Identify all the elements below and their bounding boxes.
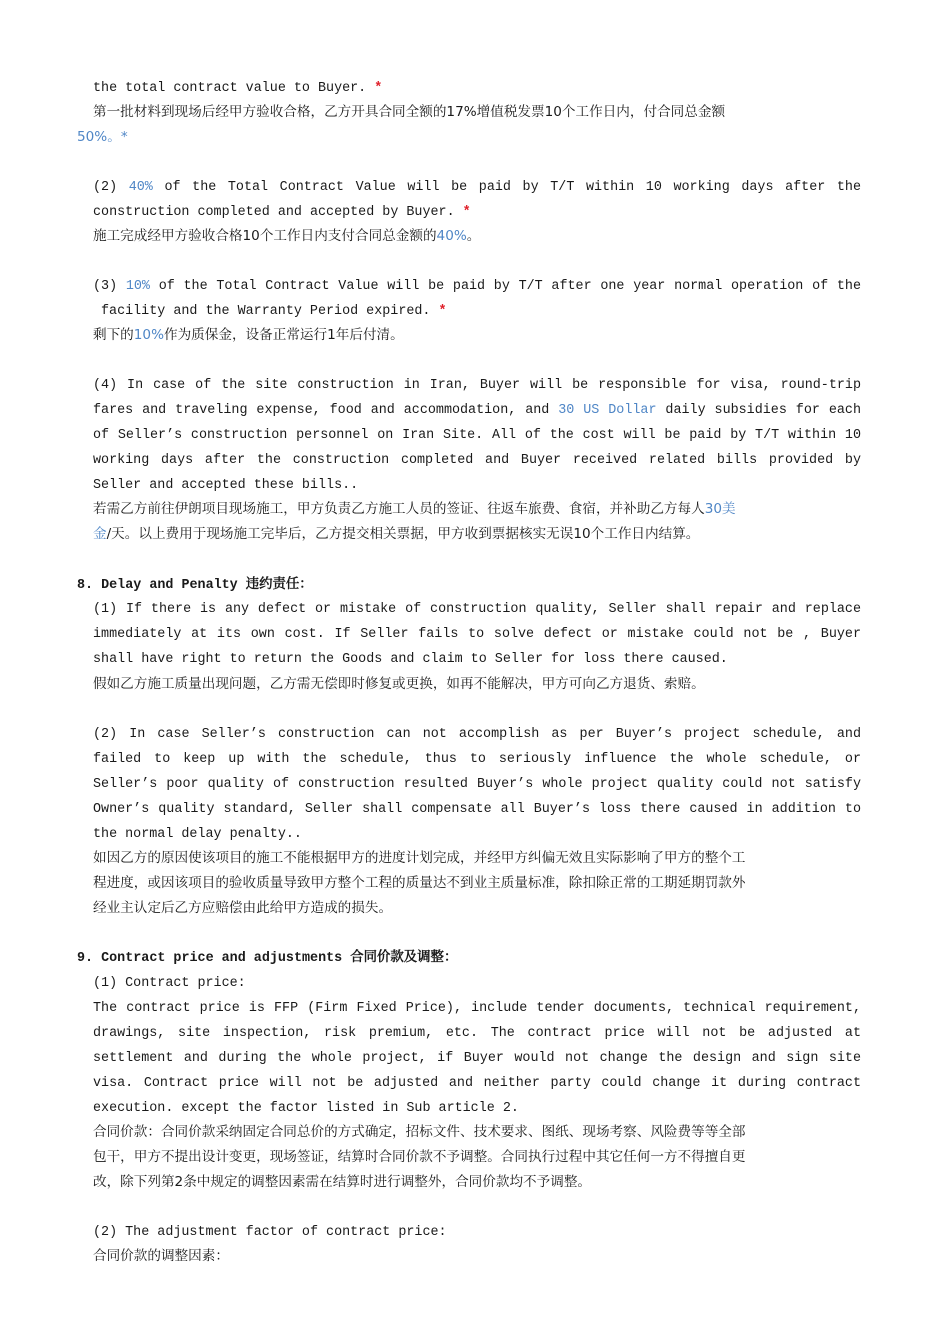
section8-p1-line-3: shall have right to return the Goods and claim to Seller for loss there caused. bbox=[93, 652, 728, 667]
item-number: (3) bbox=[93, 279, 118, 294]
section9-p1-cn-line-1: 合同价款：合同价款采纳固定合同总价的方式确定，招标文件、技术要求、图纸、现场考察、风险费等等全部 bbox=[93, 1124, 746, 1140]
section9-p1-line-5: execution. except the factor listed in Sub article 2. bbox=[93, 1101, 519, 1116]
intro-en-text: the total contract value to Buyer. bbox=[93, 81, 367, 96]
item4-en-line-2 bbox=[93, 398, 861, 423]
section9-p1-line-1: The contract price is FFP (Firm Fixed Price), include tender documents, technical requirement, bbox=[93, 1001, 861, 1016]
item4-subsidy-amount: 30 US Dollar bbox=[558, 403, 657, 418]
section8-p1-line-1: (1) If there is any defect or mistake of construction quality, Seller shall repair and replace bbox=[93, 602, 861, 617]
item4-en-line-3: of Seller’s construction personnel on Iran Site. All of the cost will be paid by T/T within 10 bbox=[93, 428, 861, 443]
item3-en-text-2: facility and the Warranty Period expired. bbox=[101, 304, 431, 319]
item4-cn-line-2 bbox=[93, 522, 861, 547]
intro-cn-percent: 50%。 bbox=[77, 129, 121, 145]
section9-p1-cn-line-2: 包干，甲方不提出设计变更，现场签证，结算时合同价款不予调整。合同执行过程中其它任何一方不得擅自更 bbox=[93, 1149, 746, 1165]
section9-sub1: (1) Contract price: bbox=[93, 976, 246, 991]
item3-en-text: of the Total Contract Value will be paid by T/T after one year normal operation of the bbox=[158, 279, 861, 294]
item-number: (2) bbox=[93, 180, 118, 195]
item3-en-line-1 bbox=[93, 274, 861, 299]
item4-cn-text-2: /天。以上费用于现场施工完毕后，乙方提交相关票据，甲方收到票据核实无误10个工作日内结算。 bbox=[106, 526, 700, 542]
section8-p2-cn-line-3: 经业主认定后乙方应赔偿由此给甲方造成的损失。 bbox=[93, 900, 393, 916]
item2-cn-text: 施工完成经甲方验收合格10个工作日内支付合同总金额的 bbox=[93, 228, 437, 244]
item2-percent: 40% bbox=[128, 180, 153, 195]
section9-heading: 9. Contract price and adjustments 合同价款及调整： bbox=[77, 951, 458, 966]
section8-p2-line-5: the normal delay penalty.. bbox=[93, 827, 302, 842]
required-star: * bbox=[438, 304, 447, 319]
intro-cn-text: 第一批材料到现场后经甲方验收合格，乙方开具合同全额的17%增值税发票10个工作日内，付合同总金额 bbox=[93, 104, 726, 120]
section8-p2-line-1: (2) In case Seller’s construction can not accomplish as per Buyer’s project schedule, and bbox=[93, 727, 861, 742]
section9-p1-line-3: settlement and during the whole project, if Buyer would not change the design and sign site bbox=[93, 1051, 861, 1066]
intro-cn-line bbox=[93, 100, 861, 125]
section9-sub2-cn: 合同价款的调整因素： bbox=[93, 1248, 229, 1264]
item2-en-text-2: construction completed and accepted by Buyer. bbox=[93, 205, 455, 220]
section9-p1-line-4: visa. Contract price will not be adjusted and neither party could change it during contract bbox=[93, 1076, 861, 1091]
item4-cn-amount-2: 金 bbox=[93, 526, 107, 542]
item3-cn-percent: 10% bbox=[133, 327, 164, 343]
required-star: * bbox=[120, 129, 128, 145]
item2-en-line-2 bbox=[93, 200, 861, 225]
intro-cn-line-2 bbox=[77, 125, 845, 150]
item4-cn-text: 若需乙方前往伊朗项目现场施工，甲方负责乙方施工人员的签证、往返车旅费、食宿，并补助乙方每人 bbox=[93, 501, 705, 517]
item3-cn-text: 剩下的 bbox=[93, 327, 134, 343]
item4-en-text-b: daily subsidies for each bbox=[665, 403, 861, 418]
section8-p2-cn-line-1: 如因乙方的原因使该项目的施工不能根据甲方的进度计划完成，并经甲方纠偏无效且实际影响了甲方的整个工 bbox=[93, 850, 746, 866]
section8-p2-line-4: Owner’s quality standard, Seller shall compensate all Buyer’s loss there caused in addition to bbox=[93, 802, 861, 817]
section8-p1-cn: 假如乙方施工质量出现问题，乙方需无偿即时修复或更换，如再不能解决，甲方可向乙方退货、索赔。 bbox=[93, 676, 705, 692]
item2-en-text: of the Total Contract Value will be paid by T/T within 10 working days after the bbox=[164, 180, 861, 195]
item2-cn-line bbox=[93, 224, 861, 249]
item4-en-line-5: Seller and accepted these bills.. bbox=[93, 478, 359, 493]
item2-cn-percent: 40% bbox=[436, 228, 467, 244]
item3-en-line-2 bbox=[101, 299, 869, 324]
section8-p2-cn-line-2: 程进度，或因该项目的验收质量导致甲方整个工程的质量达不到业主质量标准，除扣除正常的工期延期罚款外 bbox=[93, 875, 746, 891]
item2-en-line-1 bbox=[93, 175, 861, 200]
item4-en-line-4: working days after the construction completed and Buyer received related bills provided by bbox=[93, 453, 861, 468]
item2-cn-end: 。 bbox=[466, 228, 481, 244]
section8-p2-line-3: Seller’s poor quality of construction resulted Buyer’s whole project quality could not satisfy bbox=[93, 777, 861, 792]
section8-p1-line-2: immediately at its own cost. If Seller fails to solve defect or mistake could not be , Buyer bbox=[93, 627, 861, 642]
item4-en-text: fares and traveling expense, food and accommodation, and bbox=[93, 403, 550, 418]
item4-cn-amount: 30美 bbox=[704, 501, 736, 517]
required-star: * bbox=[462, 205, 471, 220]
section8-p2-line-2: failed to keep up with the schedule, thus to seriously influence the whole schedule, or bbox=[93, 752, 861, 767]
required-star: * bbox=[374, 81, 383, 96]
section9-sub2: (2) The adjustment factor of contract price: bbox=[93, 1225, 447, 1240]
item3-cn-end: 作为质保金，设备正常运行1年后付清。 bbox=[164, 327, 404, 343]
item4-cn-line-1 bbox=[93, 497, 861, 522]
item3-cn-line bbox=[93, 323, 861, 348]
section9-p1-line-2: drawings, site inspection, risk premium, etc. The contract price will not be adjusted at bbox=[93, 1026, 861, 1041]
intro-en-line bbox=[93, 76, 861, 101]
section8-heading: 8. Delay and Penalty 违约责任： bbox=[77, 578, 313, 593]
section9-p1-cn-line-3: 改，除下列第2条中规定的调整因素需在结算时进行调整外，合同价款均不予调整。 bbox=[93, 1174, 592, 1190]
item3-percent: 10% bbox=[125, 279, 150, 294]
item4-en-line-1: (4) In case of the site construction in Iran, Buyer will be responsible for visa, round-trip bbox=[93, 378, 861, 393]
